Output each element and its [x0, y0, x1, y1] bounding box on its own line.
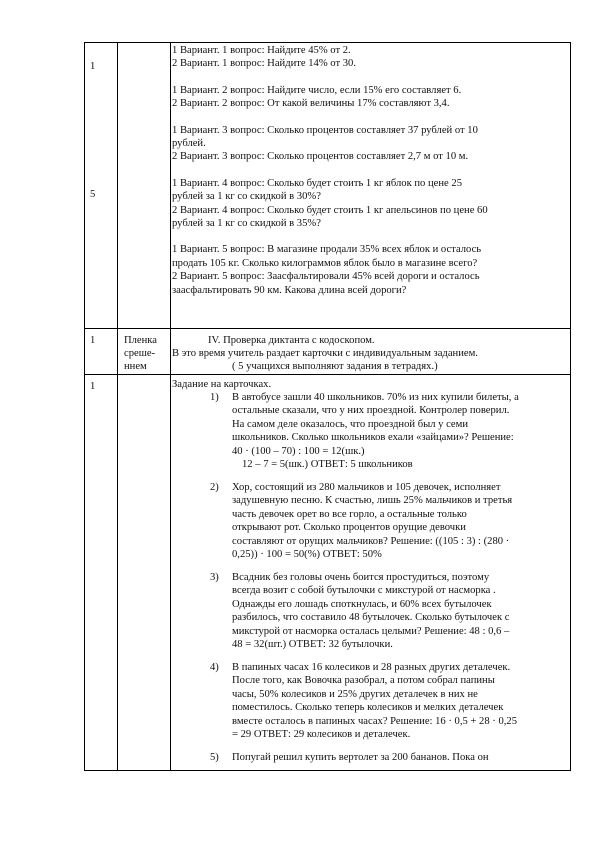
task-line: В автобусе зашли 40 школьников. 70% из них купили билеты, а	[232, 392, 519, 403]
task-item	[210, 481, 568, 561]
task-line: поместилось. Сколько теперь колесиков и мелких деталечек	[232, 702, 504, 714]
question-line: рублей за 1 кг со скидкой в 30%?	[172, 191, 321, 203]
task-line: всегда возит с собой бутылочки с микстурой от насморка .	[232, 585, 496, 597]
time-value: 1	[90, 381, 96, 392]
question-line: 2 Вариант. 4 вопрос: Сколько будет стоить 1 кг апельсинов по цене 60	[172, 204, 488, 216]
task-line: составляют от орущих мальчиков? Решение: ((105 : 3) : (280 ·	[232, 535, 510, 547]
task-line: микстурой от насморка осталась целыми? Решение: 48 : 0,6 –	[232, 625, 510, 637]
section-text: ( 5 учащихся выполняют задания в тетрадях.)	[232, 361, 438, 372]
equipment-label: ннем	[124, 361, 147, 372]
question-line: 2 Вариант. 5 вопрос: Заасфальтировали 45% всей дороги и осталось	[172, 271, 480, 283]
task-line: остальные сказали, что у них проездной. Контролер поверил.	[232, 405, 510, 417]
task-number: 5)	[210, 752, 219, 763]
task-number: 2)	[210, 482, 219, 493]
task-item	[210, 571, 568, 651]
task-line: часть девочек орет во все горло, а остальные только	[232, 508, 467, 520]
time-value: 5	[90, 189, 96, 200]
task-line: После того, как Вовочка разобрал, а потом собрал папины	[232, 675, 495, 687]
question-line: рублей за 1 кг со скидкой в 35%?	[172, 218, 321, 230]
task-line: Попугай решил купить вертолет за 200 бананов. Пока он	[232, 752, 489, 763]
task-line: открывают рот. Сколько процентов орущие девочки	[232, 522, 466, 534]
cards-heading: Задание на карточках.	[172, 379, 272, 390]
table-border-top	[84, 42, 570, 43]
task-line: разбилось, что составило 48 бутылочек. Сколько бутылочек с	[232, 612, 510, 624]
question-block	[172, 44, 567, 297]
section-heading: IV. Проверка диктанта с кодоскопом.	[208, 335, 375, 346]
question-line: 1 Вариант. 1 вопрос: Найдите 45% от 2.	[172, 45, 351, 56]
task-line: 48 = 32(шт.) ОТВЕТ: 32 бутылочки.	[232, 639, 393, 651]
question-line: продать 105 кг. Сколько килограммов яблок было в магазине всего?	[172, 257, 478, 269]
task-line: школьников. Сколько школьников ехали «зайцами»? Решение:	[232, 432, 514, 444]
question-line: 1 Вариант. 5 вопрос: В магазине продали 35% всех яблок и осталось	[172, 244, 482, 256]
task-line: Всадник без головы очень боится простудиться, поэтому	[232, 572, 490, 583]
task-line: На самом деле оказалось, что проездной был у семи	[232, 418, 469, 430]
task-number: 1)	[210, 392, 219, 403]
task-item	[210, 391, 568, 471]
task-item	[210, 661, 568, 741]
task-line: задушевную песню. К счастью, лишь 25% мальчиков и третья	[232, 495, 513, 507]
task-line: В папиных часах 16 колесиков и 28 разных других деталечек.	[232, 662, 511, 673]
question-line: 1 Вариант. 4 вопрос: Сколько будет стоить 1 кг яблок по цене 25	[172, 177, 462, 189]
task-line: = 29 ОТВЕТ: 29 колесиков и деталечек.	[232, 729, 411, 741]
task-line: 0,25)) · 100 = 50(%) ОТВЕТ: 50%	[232, 549, 382, 561]
lesson-plan-table	[84, 42, 571, 771]
equipment-label: Пленка	[124, 335, 157, 346]
question-line: 1 Вариант. 2 вопрос: Найдите число, если 15% его составляет 6.	[172, 84, 462, 96]
equipment-label: срeше-	[124, 348, 156, 359]
row-divider-2	[84, 374, 570, 375]
task-line: 40 · (100 – 70) : 100 = 12(шк.)	[232, 445, 365, 457]
question-line: 2 Вариант. 2 вопрос: От какой величины 17% составляют 3,4.	[172, 98, 450, 110]
task-line: часы, 50% колесиков и 25% других деталечек в них не	[232, 688, 478, 700]
question-line: 1 Вариант. 3 вопрос: Сколько процентов составляет 37 рублей от 10	[172, 124, 478, 136]
task-line: Однажды его лошадь споткнулась, и 60% всех бутылочек	[232, 598, 492, 610]
task-item	[210, 751, 568, 764]
section-text: В это время учитель раздает карточки с индивидуальным заданием.	[172, 348, 478, 359]
task-number: 4)	[210, 662, 219, 673]
question-line: рублей.	[172, 138, 206, 150]
task-line: Хор, состоящий из 280 мальчиков и 105 девочек, исполняет	[232, 482, 501, 493]
task-line: 12 – 7 = 5(шк.) ОТВЕТ: 5 школьников	[242, 459, 413, 471]
time-value: 1	[90, 61, 96, 72]
task-number: 3)	[210, 572, 219, 583]
question-line: 2 Вариант. 1 вопрос: Найдите 14% от 30.	[172, 58, 356, 70]
column-divider-1	[117, 42, 118, 770]
column-divider-2	[170, 42, 171, 770]
row-divider-1	[84, 328, 570, 329]
question-line: заасфальтировать 90 км. Какова длина всей дороги?	[172, 284, 407, 296]
time-value: 1	[90, 335, 96, 346]
question-line: 2 Вариант. 3 вопрос: Сколько процентов составляет 2,7 м от 10 м.	[172, 151, 469, 163]
table-border-left	[84, 42, 85, 770]
task-line: вместе осталось в папиных часах? Решение: 16 · 0,5 + 28 · 0,25	[232, 715, 518, 727]
